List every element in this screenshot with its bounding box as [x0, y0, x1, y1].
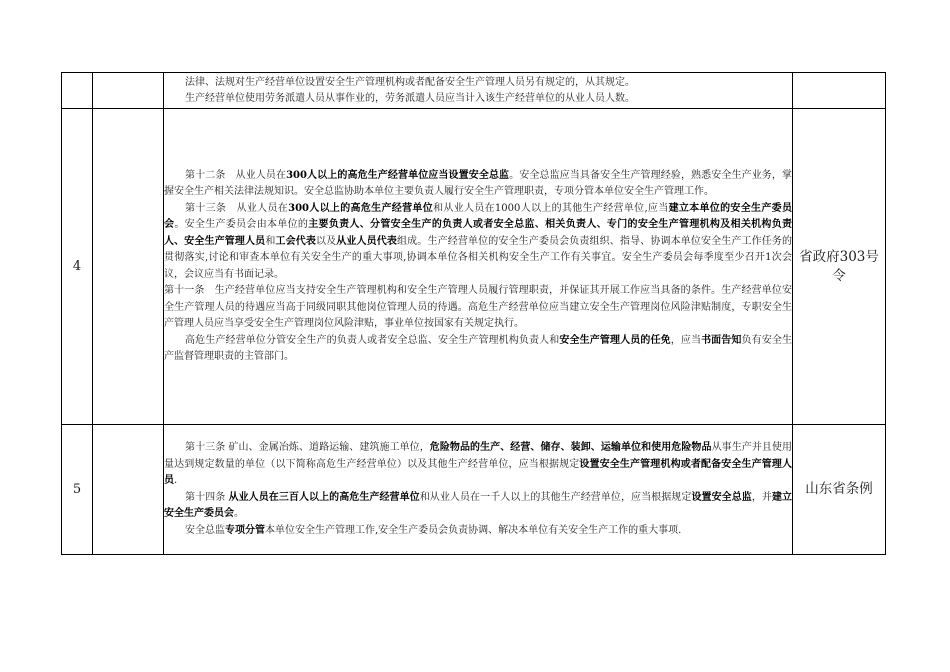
bold-text: 建立安全生产委员会 — [164, 491, 793, 519]
text-run: 法律、法规对生产经营单位设置安全生产管理机构或者配备安全生产管理人员另有规定的，从其规定。 — [185, 76, 635, 88]
clause-paragraph — [164, 490, 792, 523]
row-category — [93, 109, 164, 425]
regulations-table — [61, 72, 886, 555]
row-index: 5 — [62, 425, 93, 555]
row-category — [93, 425, 164, 555]
table-row — [62, 109, 886, 425]
text-run: 第十二条 从业人员在 — [185, 169, 287, 181]
bold-text: 安全生产管理人员的任免 — [559, 334, 671, 346]
clause-paragraph — [164, 91, 792, 108]
clause-paragraph — [164, 523, 792, 540]
text-run: 生产经营单位使用劳务派遣人员从事作业的，劳务派遣人员应当计入该生产经营单位的从业人员人数。 — [185, 93, 635, 104]
text-run: 第十四条 — [185, 491, 229, 503]
text-run: 第十三条 从业人员在 — [185, 202, 289, 214]
text-run: . — [174, 475, 178, 486]
bold-text: 工会代表 — [275, 235, 316, 247]
bold-text: 从业人员代表 — [336, 235, 398, 247]
row-index — [62, 73, 93, 109]
row-content — [164, 109, 793, 425]
bold-text: 建立本单位的安全生产委员会 — [164, 202, 792, 230]
row-category — [93, 73, 164, 109]
clause-paragraph — [164, 168, 792, 201]
bold-text: 300人以上的高危生产经营单位应当设置安全总监 — [286, 169, 510, 181]
bold-text: 设置安全生产管理机构或者配备安全生产管理人员 — [164, 458, 793, 486]
clause-paragraph — [164, 283, 792, 333]
text-run: 。 — [234, 508, 244, 519]
bold-text: 设置安全总监 — [691, 491, 752, 503]
bold-text: 300人以上的高危生产经营单位 — [288, 202, 434, 214]
text-run: 。安全生产委员会由本单位的 — [174, 219, 309, 230]
bold-text: 专项分管 — [225, 524, 265, 536]
text-run: 负有安全生产监督管理职责的主管部门。 — [164, 334, 793, 362]
text-run: 本单位安全生产管理工作,安全生产委员会负责协调、解决本单位有关安全生产工作的重大事项. — [265, 524, 682, 536]
row-source: 山东省条例 — [793, 425, 886, 555]
text-run: 第十一条 生产经营单位应当支持安全生产管理机构和安全生产管理人员履行管理职责，并保证其开展工作应当具备的条件。生产经营单位安全生产管理人员的待遇应当高于同级同职其他岗位管理人员的待遇。高危生产经营单位应当建立安全生产管理岗位风险津贴制度，专职安全生产管理人员应当享受安全生产管理岗位风险津贴，事业单位按国家有关规定执行。 — [164, 285, 792, 329]
bold-text: 书面告知 — [701, 334, 742, 346]
text-run: 高危生产经营单位分管安全生产的负责人或者安全总监、安全生产管理机构负责人和 — [185, 334, 560, 346]
text-run: 安全总监 — [185, 524, 225, 536]
text-run: 组成。生产经营单位的安全生产委员会负责组织、指导、协调本单位安全生产工作任务的贯彻落实,讨论和审查本单位有关安全生产的重大事项,协调本单位各相关机构安全生产工作有关事宜。安全生产委员会每季度至少召开1次会议，会议应当有书面记录。 — [164, 235, 793, 280]
text-run: 第十三条 矿山、金属冶炼、道路运输、建筑施工单位， — [185, 442, 430, 453]
row-index: 4 — [62, 109, 93, 425]
text-run: 和 — [265, 235, 276, 247]
clause-paragraph — [164, 201, 792, 284]
row-source — [793, 73, 886, 109]
table-row — [62, 425, 886, 555]
bold-text: 危险物品的生产、经营、储存、装卸、运输单位和使用危险物品 — [429, 442, 712, 453]
table-row — [62, 73, 886, 109]
text-run: ，应当 — [670, 334, 702, 346]
bold-text: 主要负责人、分管安全生产的负责人或者安全总监、相关负责人、专门的安全生产管理机构及相关机构负责人、安全生产管理人员 — [164, 219, 793, 247]
clause-paragraph — [164, 75, 792, 92]
text-run: 和从业人员在一千人以上的其他生产经营单位，应当根据规定 — [419, 491, 692, 503]
row-source: 省政府303号令 — [793, 109, 886, 425]
bold-text: 从业人员在三百人以上的高危生产经营单位 — [228, 491, 420, 503]
text-run: 和从业人员在1000人以上的其他生产经营单位,应当 — [433, 202, 669, 214]
clause-paragraph — [164, 333, 792, 366]
text-run: 。安全总监应当具备安全生产管理经验，熟悉安全生产业务，掌握安全生产相关法律法规知识。安全总监协助本单位主要负责人履行安全生产管理职责，专项分管本单位安全生产管理工作。 — [164, 169, 793, 197]
text-run: 以及 — [315, 235, 337, 247]
text-run: 从事生产并且使用量达到规定数量的单位（以下简称高危生产经营单位）以及其他生产经营单位，应当根据规定 — [164, 442, 793, 470]
row-content — [164, 73, 793, 109]
clause-paragraph — [164, 440, 792, 490]
text-run: ，并 — [751, 491, 772, 503]
row-content — [164, 425, 793, 555]
